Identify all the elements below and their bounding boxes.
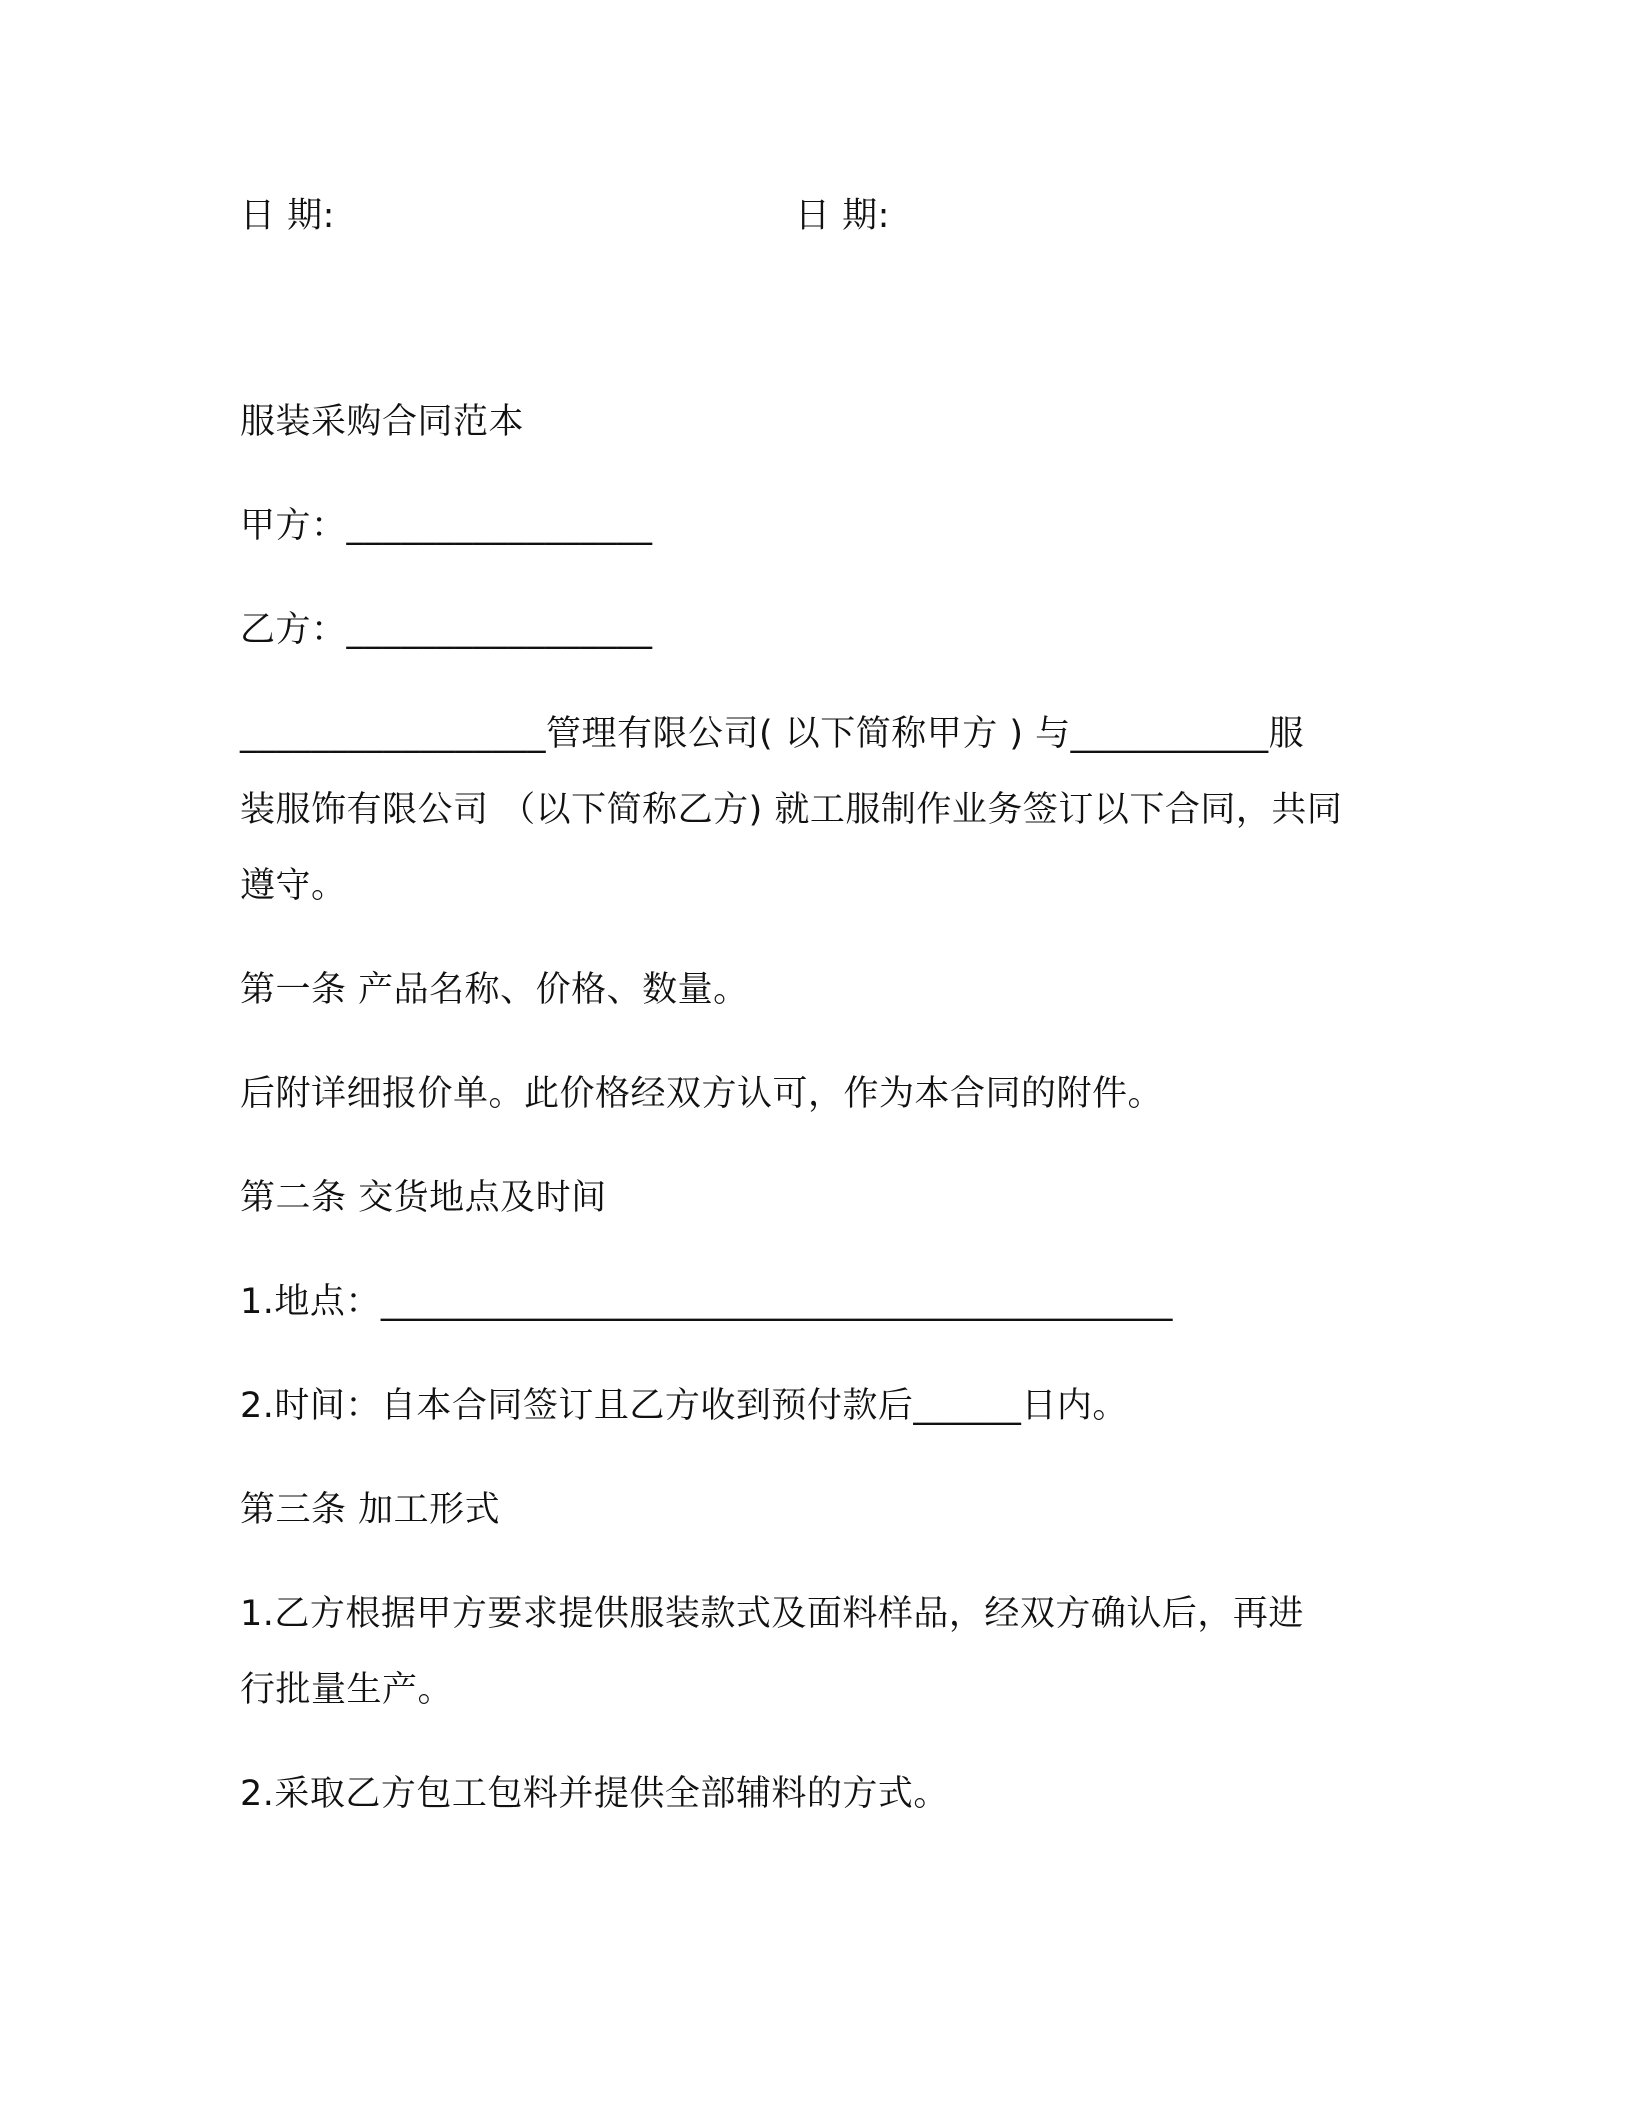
party-b-line: 乙方：_________________ [240,610,653,650]
article-2-heading: 第二条 交货地点及时间 [240,1178,607,1218]
article-3-item-1-line-2: 行批量生产。 [240,1670,454,1710]
intro-paragraph-line-1: _________________管理有限公司( 以下简称甲方 ) 与___________服 [240,714,1305,754]
article-3-item-1-line-1: 1.乙方根据甲方要求提供服装款式及面料样品，经双方确认后，再进 [240,1594,1304,1634]
party-a-line: 甲方：_________________ [240,506,653,546]
article-2-item-time: 2.时间：自本合同签订且乙方收到预付款后______日内。 [240,1386,1128,1426]
intro-paragraph-line-2: 装服饰有限公司 （以下简称乙方) 就工服制作业务签订以下合同，共同 [240,790,1343,830]
article-3-heading: 第三条 加工形式 [240,1490,501,1530]
document-title: 服装采购合同范本 [240,402,525,442]
article-1-body: 后附详细报价单。此价格经双方认可，作为本合同的附件。 [240,1074,1164,1114]
intro-paragraph-line-3: 遵守。 [240,866,347,906]
date-label-left: 日 期: [240,196,335,236]
article-2-item-location: 1.地点：____________________________________________ [240,1282,1173,1322]
date-label-right: 日 期: [795,196,890,236]
article-3-item-2: 2.采取乙方包工包料并提供全部辅料的方式。 [240,1774,949,1814]
article-1-heading: 第一条 产品名称、价格、数量。 [240,970,749,1010]
